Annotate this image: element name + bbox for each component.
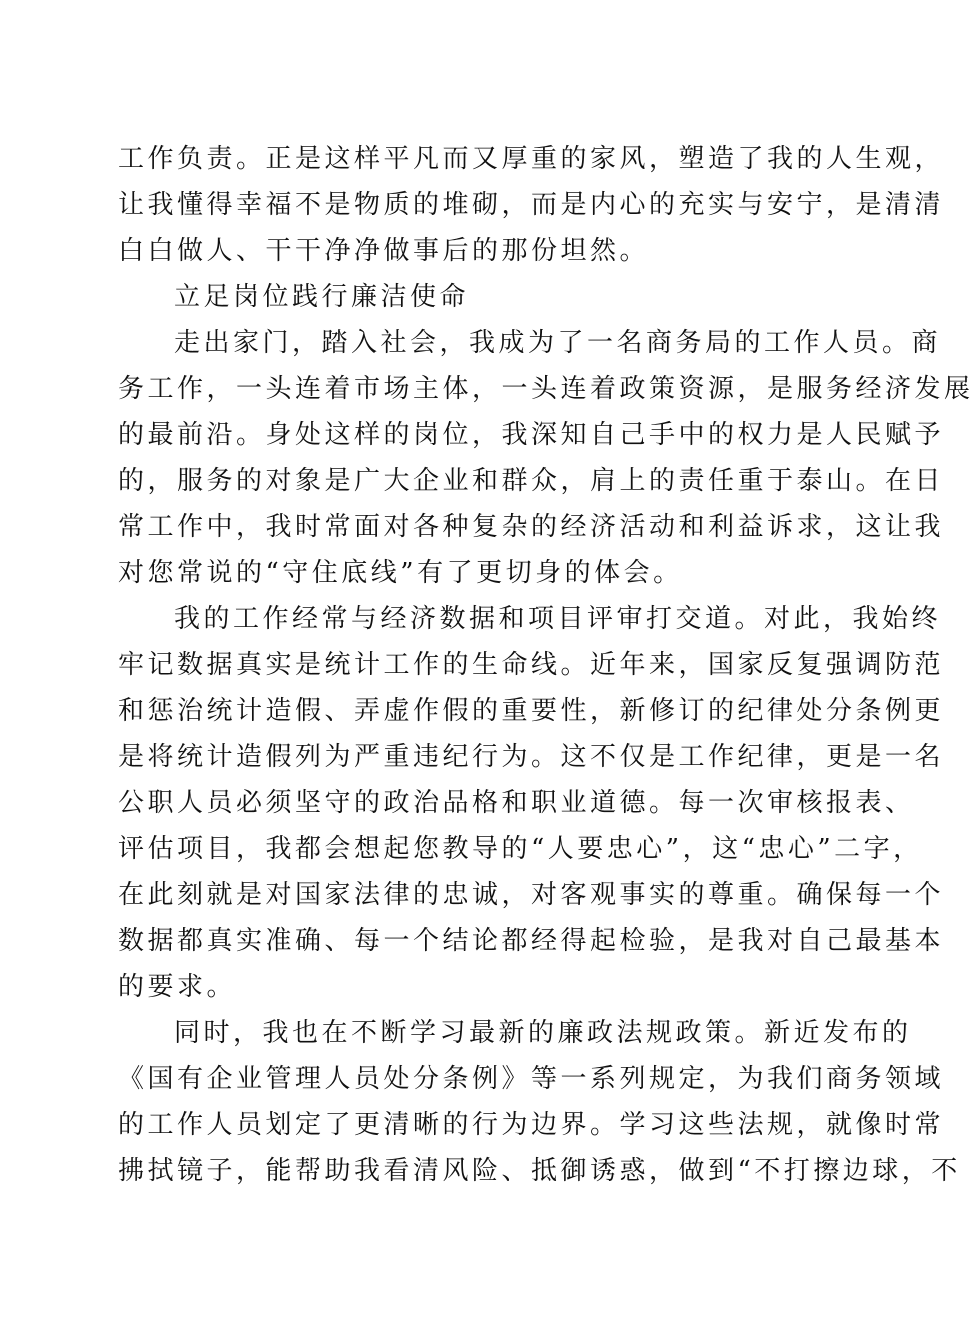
paragraph-line: 公职人员必须坚守的政治品格和职业道德。每一次审核报表、 <box>118 788 915 818</box>
paragraph-line: 数据都真实准确、每一个结论都经得起检验，是我对自己最基本 <box>118 926 945 956</box>
paragraph-line: 走出家门，踏入社会，我成为了一名商务局的工作人员。商 <box>174 328 942 358</box>
paragraph-line: 的最前沿。身处这样的岗位，我深知自己手中的权力是人民赋予 <box>118 420 945 450</box>
paragraph-line: 工作负责。正是这样平凡而又厚重的家风，塑造了我的人生观， <box>118 144 945 174</box>
paragraph-line: 对您常说的“守住底线”有了更切身的体会。 <box>118 558 683 588</box>
section-heading: 立足岗位践行廉洁使命 <box>174 282 470 312</box>
paragraph-line: 的工作人员划定了更清晰的行为边界。学习这些法规，就像时常 <box>118 1110 945 1140</box>
paragraph-line: 常工作中，我时常面对各种复杂的经济活动和利益诉求，这让我 <box>118 512 945 542</box>
paragraph-line: 是将统计造假列为严重违纪行为。这不仅是工作纪律，更是一名 <box>118 742 945 772</box>
paragraph-line: 同时，我也在不断学习最新的廉政法规政策。新近发布的 <box>174 1018 912 1048</box>
paragraph-line: 牢记数据真实是统计工作的生命线。近年来，国家反复强调防范 <box>118 650 945 680</box>
paragraph-line: 白白做人、干干净净做事后的那份坦然。 <box>118 236 650 266</box>
paragraph-line: 的，服务的对象是广大企业和群众，肩上的责任重于泰山。在日 <box>118 466 945 496</box>
paragraph-line: 《国有企业管理人员处分条例》等一系列规定，为我们商务领域 <box>118 1064 945 1094</box>
paragraph-line: 评估项目，我都会想起您教导的“人要忠心”，这“忠心”二字， <box>118 834 923 864</box>
paragraph-line: 我的工作经常与经济数据和项目评审打交道。对此，我始终 <box>174 604 942 634</box>
paragraph-line: 让我懂得幸福不是物质的堆砌，而是内心的充实与安宁，是清清 <box>118 190 945 220</box>
document-body <box>118 136 974 1194</box>
paragraph-line: 和惩治统计造假、弄虚作假的重要性，新修订的纪律处分条例更 <box>118 696 945 726</box>
paragraph-line: 的要求。 <box>118 972 237 1002</box>
paragraph-line: 务工作，一头连着市场主体，一头连着政策资源，是服务经济发展 <box>118 374 974 404</box>
paragraph-line: 在此刻就是对国家法律的忠诚，对客观事实的尊重。确保每一个 <box>118 880 945 910</box>
paragraph-line: 拂拭镜子，能帮助我看清风险、抵御诱惑，做到“不打擦边球，不 <box>118 1156 961 1186</box>
